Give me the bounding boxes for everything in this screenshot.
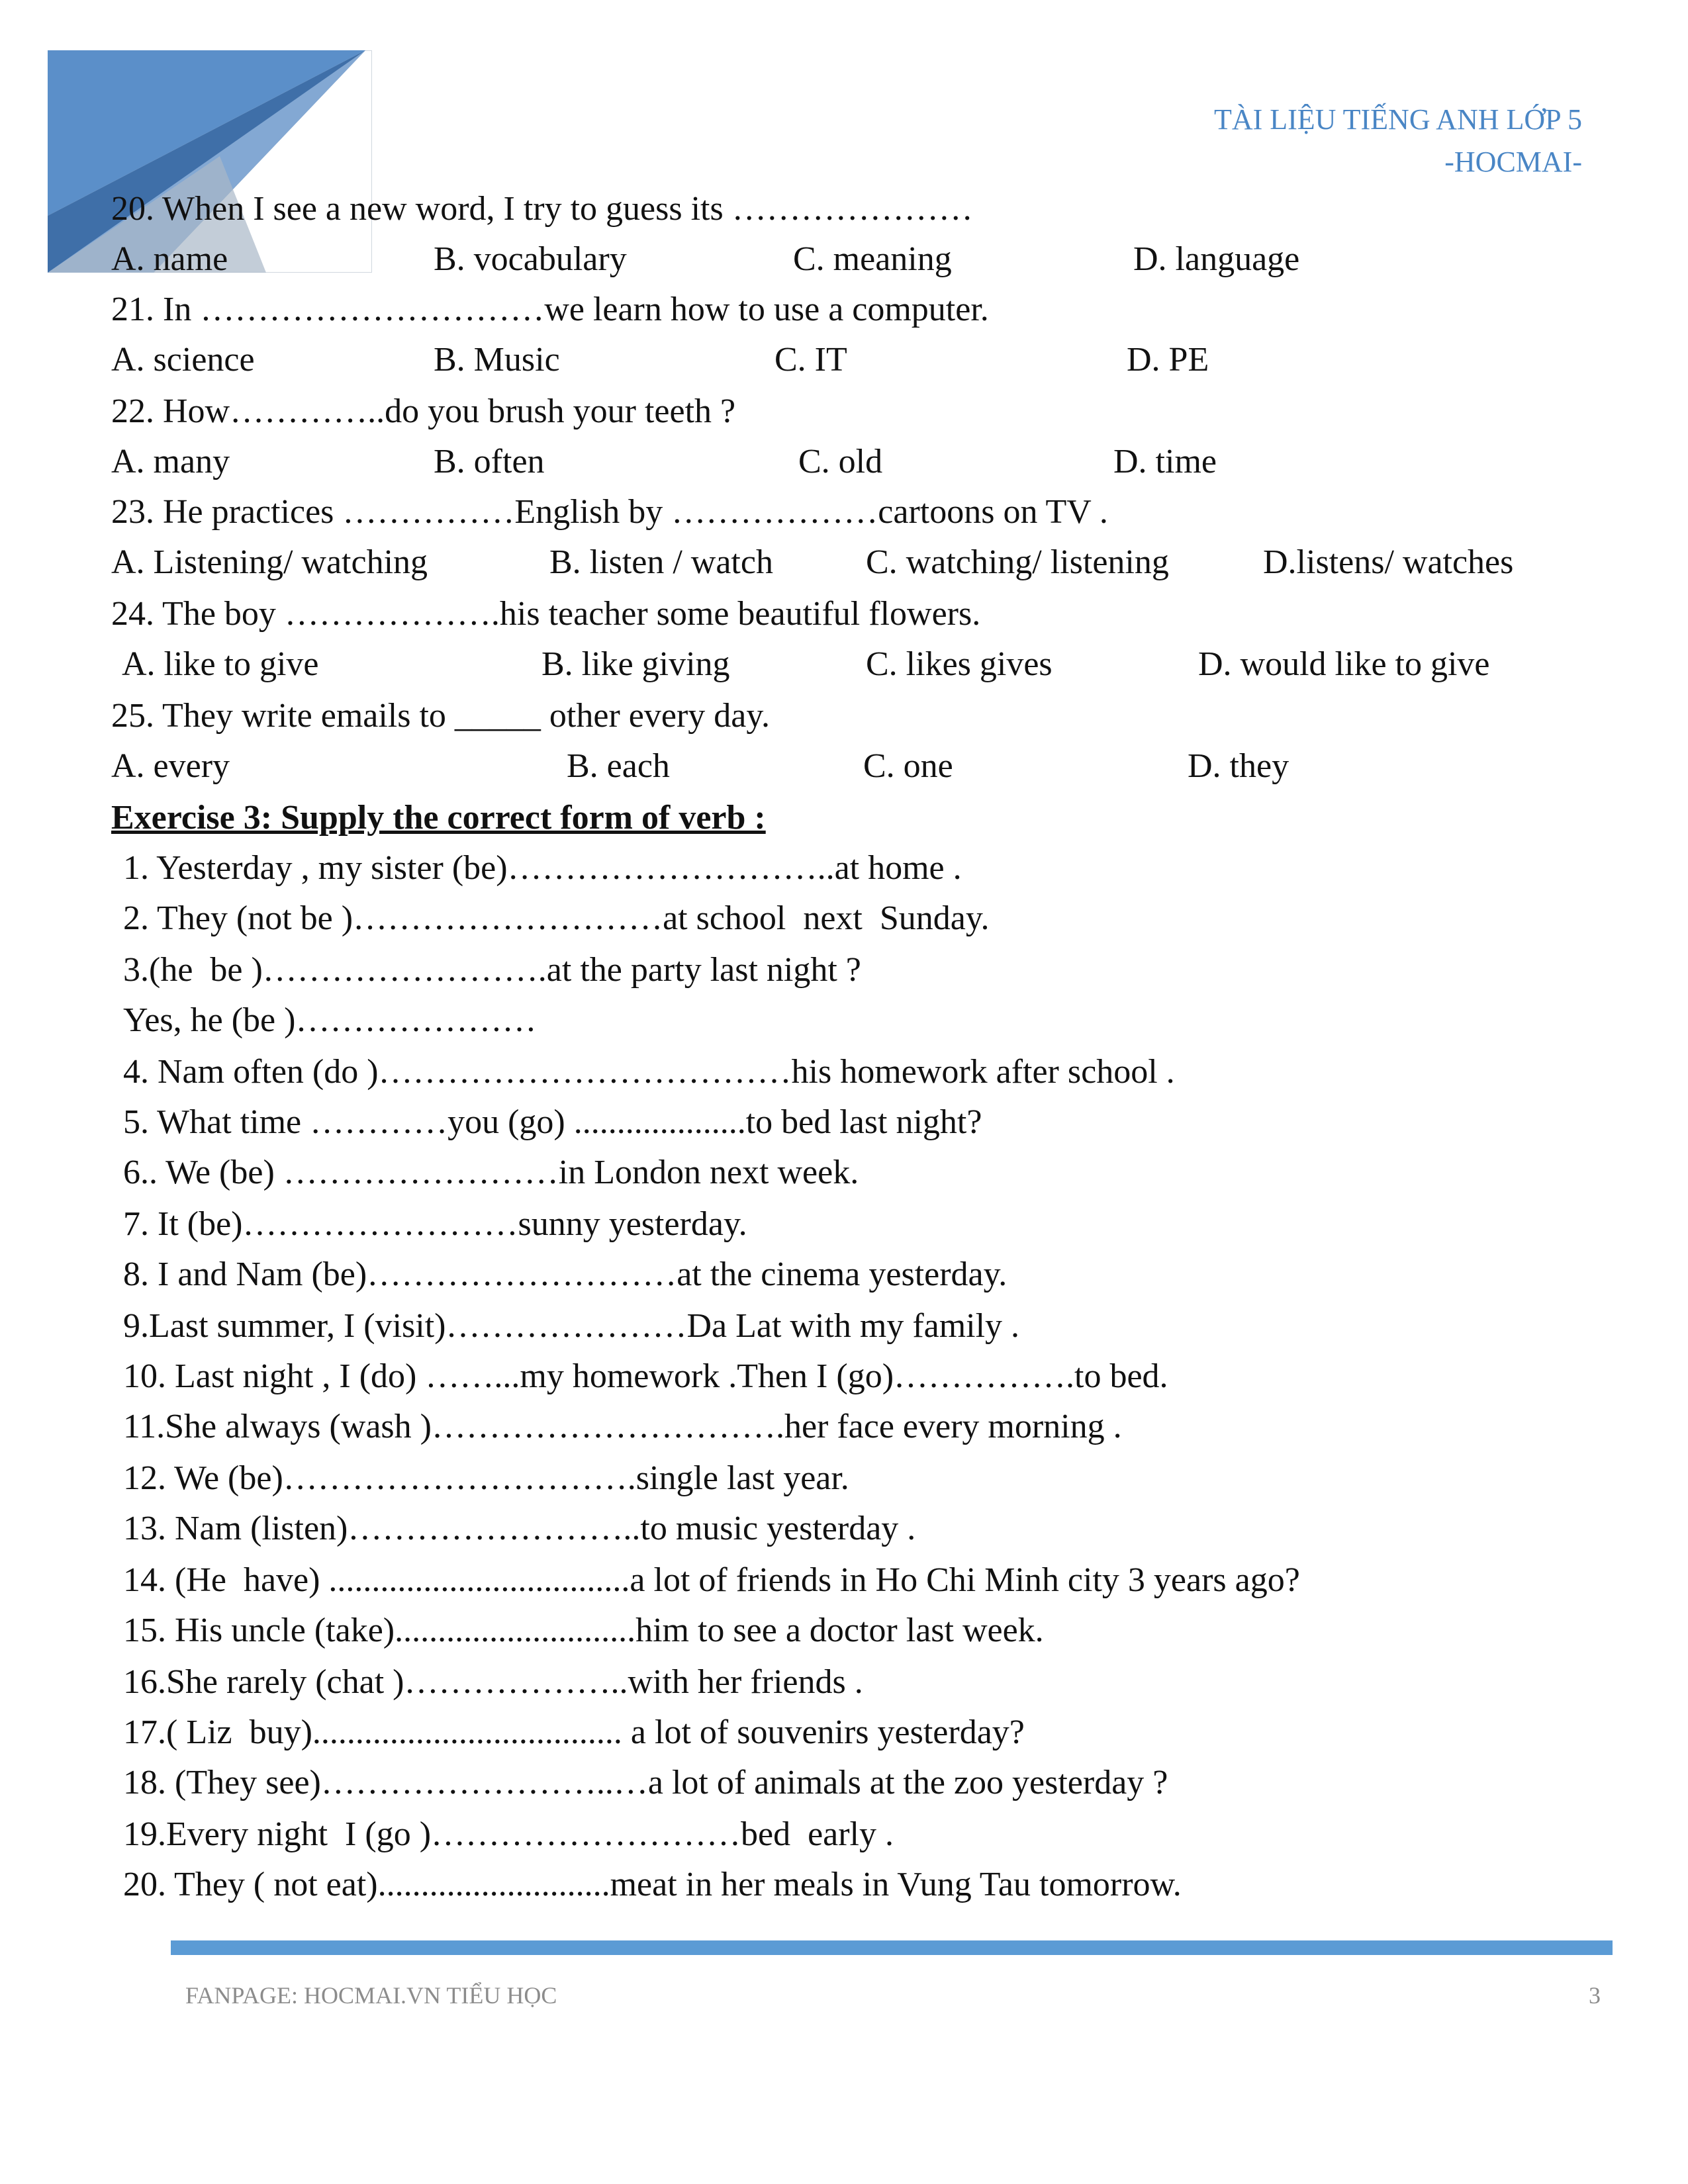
option-b: B. like giving (541, 645, 730, 683)
option-d: D.listens/ watches (1263, 543, 1514, 581)
exercise-item: 7. It (be)……………………sunny yesterday. (123, 1205, 747, 1243)
exercise-item: 8. I and Nam (be)………………………at the cinema yesterday. (123, 1255, 1008, 1293)
option-a: A. science (111, 341, 255, 379)
page-number: 3 (1589, 1982, 1601, 2009)
question-stem: 21. In …………………………we learn how to use a computer. (111, 291, 989, 328)
exercise-item: 6.. We (be) ……………………in London next week. (123, 1154, 859, 1191)
question-stem: 23. He practices ……………English by ………………cartoons on TV . (111, 493, 1108, 531)
option-b: B. listen / watch (549, 543, 773, 581)
option-d: D. they (1188, 747, 1289, 785)
exercise-item: 16.She rarely (chat )………………..with her friends . (123, 1663, 863, 1701)
option-c: C. watching/ listening (866, 543, 1169, 581)
option-c: C. one (863, 747, 953, 785)
option-c: C. likes gives (866, 645, 1053, 683)
question-stem: 25. They write emails to _____ other every day. (111, 697, 770, 735)
exercise-item: 4. Nam often (do )………………………………his homework after school . (123, 1053, 1175, 1091)
footer-fanpage: FANPAGE: HOCMAI.VN TIỂU HỌC (185, 1982, 557, 2009)
exercise-item: 20. They ( not eat)...........................meat in her meals in Vung Tau tomorrow. (123, 1866, 1182, 1903)
exercise-item: Yes, he (be )………………… (123, 1001, 537, 1039)
footer-divider (171, 1940, 1613, 1955)
option-b: B. vocabulary (434, 240, 627, 278)
option-c: C. IT (774, 341, 847, 379)
exercise-item: 2. They (not be )………………………at school next Sunday. (123, 899, 990, 937)
exercise-item: 17.( Liz buy).................................... a lot of souvenirs yesterday? (123, 1713, 1025, 1751)
exercise-item: 3.(he be )…………………….at the party last night ? (123, 951, 861, 989)
option-b: B. each (567, 747, 670, 785)
option-b: B. Music (434, 341, 560, 379)
option-a: A. like to give (122, 645, 319, 683)
option-a: A. name (111, 240, 228, 278)
option-a: A. many (111, 443, 230, 480)
exercise-item: 15. His uncle (take)............................him to see a doctor last week. (123, 1612, 1044, 1649)
question-stem: 24. The boy ……………….his teacher some beautiful flowers. (111, 595, 981, 633)
exercise-item: 18. (They see)……………………..…a lot of animals at the zoo yesterday ? (123, 1764, 1168, 1801)
option-c: C. old (798, 443, 883, 480)
exercise-item: 19.Every night I (go )………………………bed early . (123, 1815, 894, 1853)
exercise-item: 13. Nam (listen)……………………..to music yesterday . (123, 1510, 916, 1547)
header-subtitle: -HOCMAI- (1444, 146, 1582, 178)
option-d: D. language (1133, 240, 1300, 278)
question-stem: 22. How…………..do you brush your teeth ? (111, 392, 736, 430)
option-a: A. every (111, 747, 230, 785)
exercise-item: 14. (He have) ...................................a lot of friends in Ho Chi Minh city 3 years ago? (123, 1561, 1300, 1599)
exercise-title: Exercise 3: Supply the correct form of verb : (111, 799, 766, 837)
exercise-item: 9.Last summer, I (visit)…………………Da Lat with my family . (123, 1307, 1020, 1345)
exercise-item: 1. Yesterday , my sister (be)………………………..at home . (123, 849, 962, 887)
question-stem: 20. When I see a new word, I try to guess its ………………… (111, 190, 973, 228)
option-d: D. time (1113, 443, 1217, 480)
option-d: D. would like to give (1198, 645, 1490, 683)
option-a: A. Listening/ watching (111, 543, 428, 581)
header-title: TÀI LIỆU TIẾNG ANH LỚP 5 (1213, 103, 1582, 136)
exercise-item: 11.She always (wash )………………………….her face every morning . (123, 1408, 1122, 1445)
option-b: B. often (434, 443, 545, 480)
option-c: C. meaning (793, 240, 952, 278)
exercise-item: 10. Last night , I (do) ……...my homework .Then I (go)…………….to bed. (123, 1357, 1168, 1395)
exercise-item: 12. We (be)………………………….single last year. (123, 1459, 849, 1497)
exercise-item: 5. What time …………you (go) ....................to bed last night? (123, 1103, 982, 1141)
option-d: D. PE (1127, 341, 1209, 379)
